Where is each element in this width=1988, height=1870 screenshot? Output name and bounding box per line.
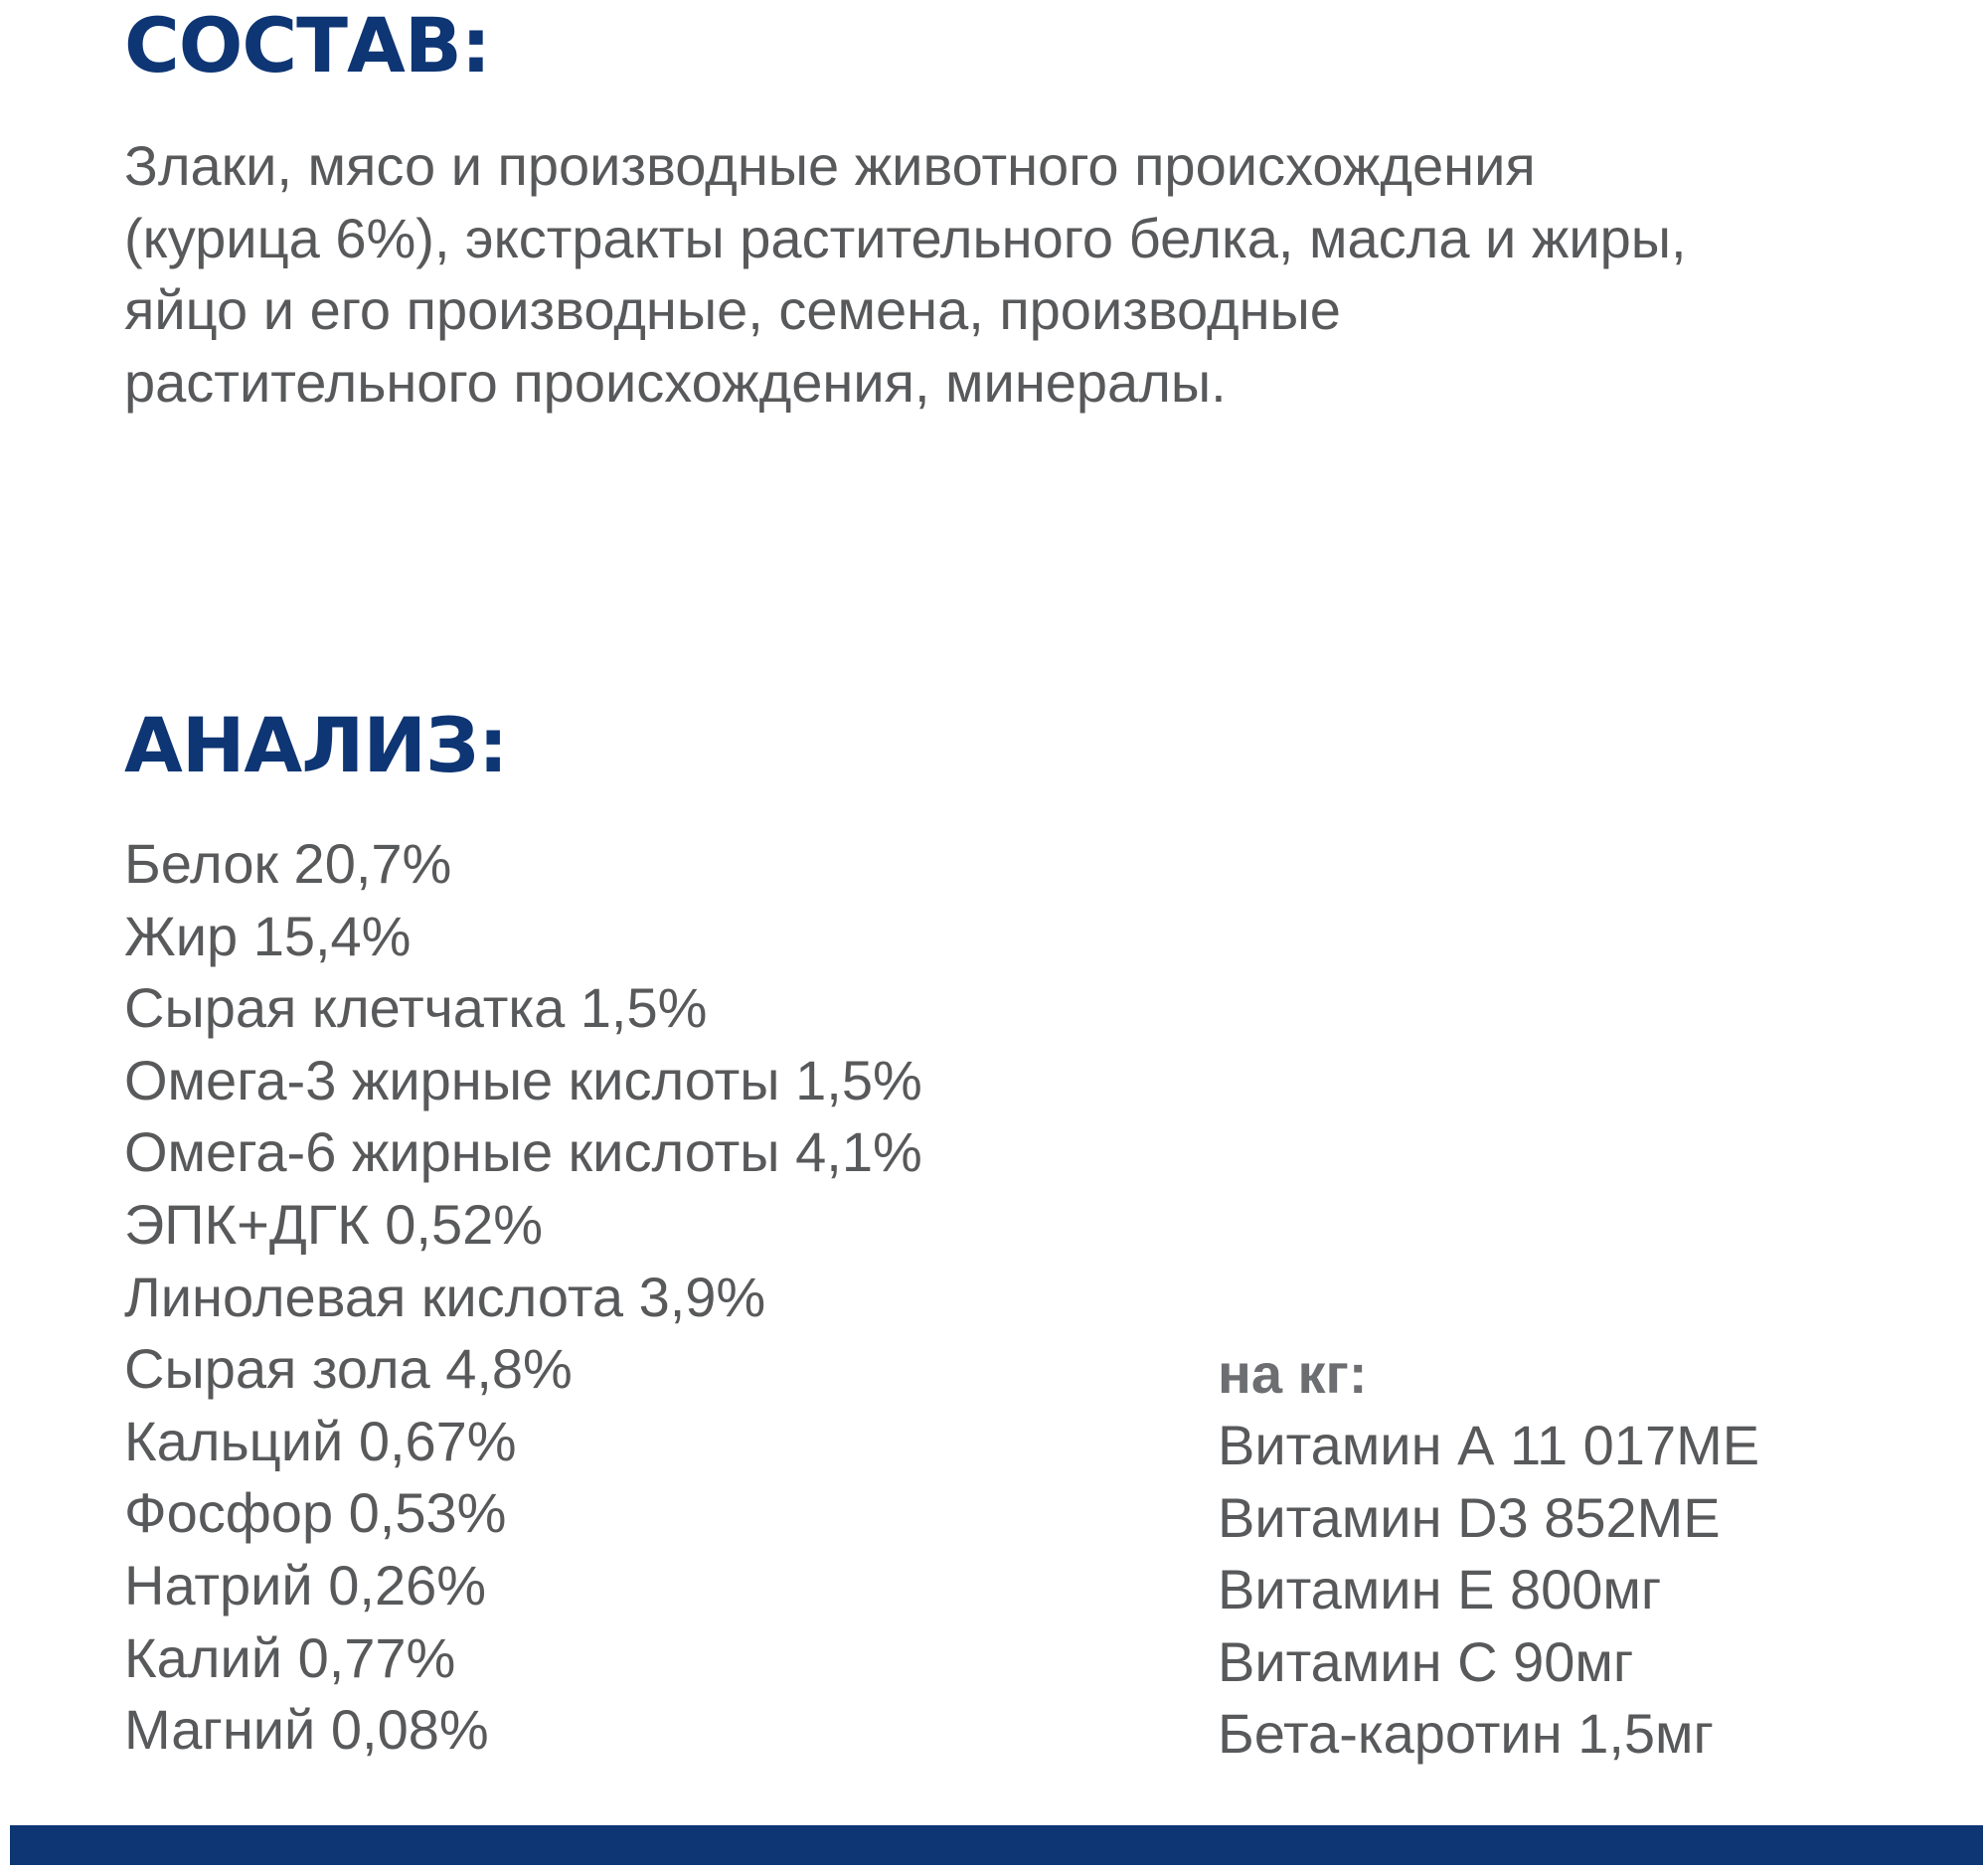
analysis-item-phosphorus: Фосфор 0,53%: [124, 1481, 507, 1545]
analysis-list: [124, 828, 922, 1767]
analysis-item-epa-dha: ЭПК+ДГК 0,52%: [124, 1192, 544, 1256]
analysis-item-crude-ash: Сырая зола 4,8%: [124, 1337, 573, 1401]
composition-line: растительного происхождения, минералы.: [124, 350, 1227, 414]
composition-heading: СОСТАВ:: [124, 1, 491, 89]
composition-line: яйцо и его производные, семена, производные: [124, 278, 1341, 341]
analysis-item-linoleic-acid: Линолевая кислота 3,9%: [124, 1265, 766, 1328]
vitamins-list: [1218, 1410, 1759, 1771]
analysis-item-omega-3: Омега-3 жирные кислоты 1,5%: [124, 1048, 922, 1111]
composition-text: [124, 130, 1973, 419]
analysis-item-fat: Жир 15,4%: [124, 904, 412, 967]
bottom-bar: [10, 1825, 1983, 1865]
vitamin-item-a: Витамин А 11 017МЕ: [1218, 1414, 1760, 1476]
analysis-item-crude-fiber: Сырая клетчатка 1,5%: [124, 976, 708, 1040]
vitamins-heading: на кг:: [1218, 1342, 1368, 1405]
vitamin-item-beta-carotene: Бета-каротин 1,5мг: [1218, 1702, 1714, 1766]
analysis-item-protein: Белок 20,7%: [124, 832, 452, 895]
composition-line: (курица 6%), экстракты растительного белка, масла и жиры,: [124, 206, 1687, 269]
analysis-item-sodium: Натрий 0,26%: [124, 1553, 487, 1616]
vitamin-item-c: Витамин С 90мг: [1218, 1629, 1634, 1693]
analysis-heading: АНАЛИЗ:: [124, 701, 508, 789]
analysis-item-magnesium: Магний 0,08%: [124, 1698, 489, 1762]
analysis-item-potassium: Калий 0,77%: [124, 1625, 456, 1689]
composition-line: Злаки, мясо и производные животного происхождения: [124, 134, 1536, 197]
vitamin-item-d3: Витамин D3 852МЕ: [1218, 1485, 1721, 1549]
analysis-item-calcium: Кальций 0,67%: [124, 1409, 517, 1472]
analysis-item-omega-6: Омега-6 жирные кислоты 4,1%: [124, 1120, 922, 1184]
vitamin-item-e: Витамин Е 800мг: [1218, 1558, 1662, 1621]
